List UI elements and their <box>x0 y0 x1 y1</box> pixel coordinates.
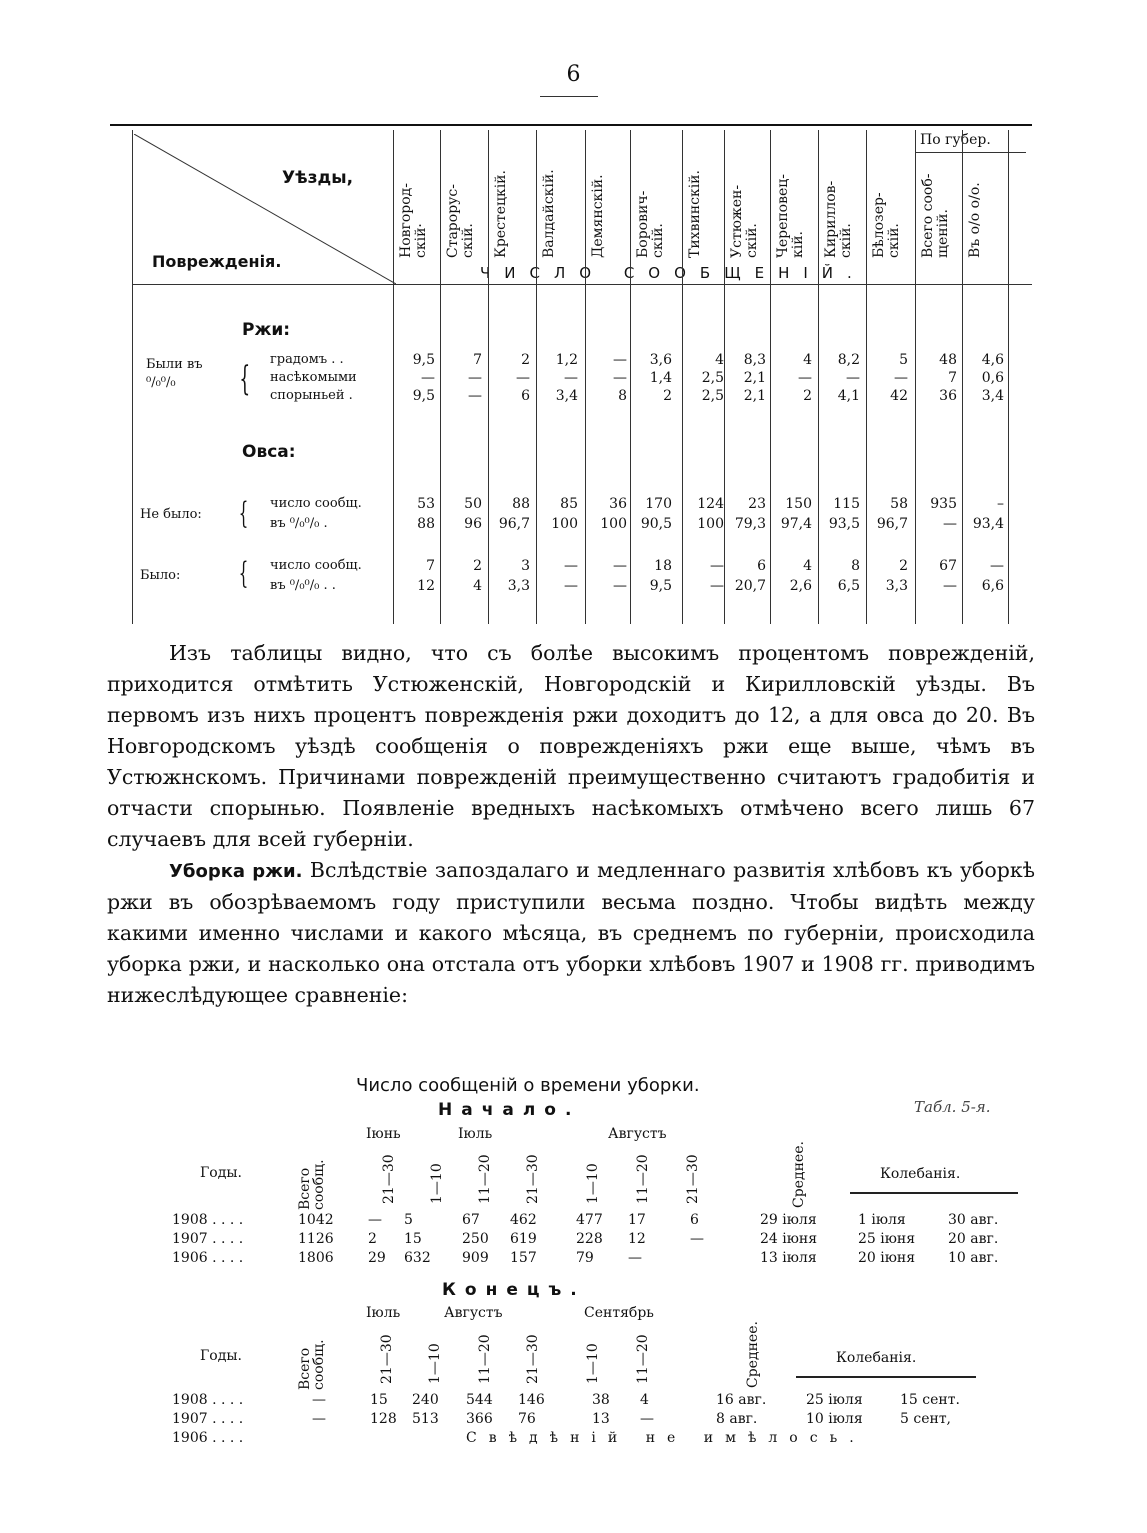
table-cell: 8 <box>851 558 860 574</box>
table-cell: 1,2 <box>555 352 578 368</box>
month-label: Августъ <box>444 1305 503 1321</box>
column-header: Крестецкій. <box>493 170 509 258</box>
column-divider <box>682 130 683 624</box>
value-cell: 366 <box>466 1411 493 1427</box>
period-label: 21—30 <box>525 1154 541 1204</box>
column-divider <box>488 130 489 624</box>
table-cell: 90,5 <box>640 516 672 532</box>
table-cell: — <box>613 352 627 368</box>
value-cell: 6 <box>690 1212 699 1228</box>
value-cell: 619 <box>510 1231 537 1247</box>
table-cell: 9,5 <box>412 388 435 404</box>
row-label: насѣкомыми <box>270 370 357 385</box>
average-cell: 24 іюня <box>760 1231 818 1247</box>
corner-top-label: Уѣзды, <box>282 168 354 188</box>
table-cell: 4,6 <box>981 352 1004 368</box>
period-label: 11—20 <box>635 1334 651 1384</box>
period-label: 1—10 <box>429 1163 445 1204</box>
value-cell: — <box>690 1231 704 1247</box>
column-divider <box>585 130 586 624</box>
table-cell: — <box>421 370 435 386</box>
table-ref: Табл. 5-я. <box>914 1098 991 1116</box>
row-label: градомъ . . <box>270 352 344 367</box>
damage-table <box>110 124 1032 624</box>
table-cell: 88 <box>417 516 435 532</box>
column-header: Борович- скій. <box>635 190 666 258</box>
no-data-note: Свѣдѣній не имѣлось. <box>466 1430 866 1446</box>
total-cell: 1126 <box>298 1231 334 1247</box>
table-cell: 3,4 <box>555 388 578 404</box>
value-cell: 5 <box>404 1212 413 1228</box>
column-divider <box>724 130 725 624</box>
table-cell: 2 <box>663 388 672 404</box>
value-cell: 17 <box>628 1212 646 1228</box>
column-divider <box>818 130 819 624</box>
table-cell: 3,3 <box>885 578 908 594</box>
table-cell: 23 <box>748 496 766 512</box>
column-header: Кириллов- скій. <box>823 180 854 258</box>
table-cell: 100 <box>600 516 627 532</box>
period-label: 21—30 <box>685 1154 701 1204</box>
table-cell: 6 <box>757 558 766 574</box>
start-heading: Начало. <box>438 1100 581 1120</box>
table-cell: 1,4 <box>649 370 672 386</box>
column-divider <box>393 130 394 624</box>
table-cell: 96,7 <box>498 516 530 532</box>
row-label: въ ⁰/₀⁰/₀ . . <box>270 578 336 593</box>
rye-brace: { <box>239 359 251 399</box>
table-cell: 124 <box>697 496 724 512</box>
table-cell: 5 <box>899 352 908 368</box>
column-divider <box>1008 130 1009 624</box>
table-cell: 96 <box>464 516 482 532</box>
column-header: Бѣлозер- скій. <box>871 192 902 258</box>
page-number-rule <box>540 96 598 97</box>
range-to-cell: 15 сент. <box>900 1392 960 1408</box>
value-cell: 228 <box>576 1231 603 1247</box>
paragraph-2-text: Вслѣдствіе запоздалаго и медленнаго развитія хлѣбовъ къ уборкѣ ржи въ обозрѣваемомъ году приступили весьма поздно. Чтобы видѣть между какими именно числами и какого мѣсяца, въ среднемъ по губерніи, происходила уборка ржи, и насколько она отстала отъ уборки хлѣбовъ 1907 и 1908 гг. приводимъ нижеслѣдующее сравненіе: <box>107 858 1035 1007</box>
table-cell: 0,6 <box>981 370 1004 386</box>
table-cell: 150 <box>785 496 812 512</box>
table-cell: 48 <box>939 352 957 368</box>
month-label: Сентябрь <box>584 1305 654 1321</box>
value-cell: 4 <box>640 1392 649 1408</box>
month-label: Іюль <box>366 1305 401 1321</box>
table-cell: 2 <box>473 558 482 574</box>
average-cell: 13 іюля <box>760 1250 817 1266</box>
table-cell: 67 <box>939 558 957 574</box>
column-divider <box>866 130 867 624</box>
table-cell: — <box>468 370 482 386</box>
row-label: число сообщ. <box>270 558 362 573</box>
value-cell: 79 <box>576 1250 594 1266</box>
value-cell: 12 <box>628 1231 646 1247</box>
period-label: 11—20 <box>477 1154 493 1204</box>
period-label: 21—30 <box>525 1334 541 1384</box>
table-cell: 36 <box>609 496 627 512</box>
period-label: 21—30 <box>381 1154 397 1204</box>
table-cell: – <box>997 496 1004 512</box>
table-cell: 3,3 <box>507 578 530 594</box>
average-cell: 29 іюля <box>760 1212 817 1228</box>
range-from-cell: 10 іюля <box>806 1411 863 1427</box>
range-to-cell: 5 сент, <box>900 1411 952 1427</box>
value-cell: 250 <box>462 1231 489 1247</box>
average-label: Среднее. <box>791 1141 807 1208</box>
section-oats: Овса: <box>242 442 296 462</box>
table-cell: — <box>710 578 724 594</box>
value-cell: — <box>368 1212 382 1228</box>
range-label: Колебанія. <box>880 1166 961 1182</box>
table-cell: 2 <box>521 352 530 368</box>
end-heading: Конецъ. <box>442 1280 586 1300</box>
month-label: Августъ <box>608 1126 667 1142</box>
table-cell: 58 <box>890 496 908 512</box>
column-divider <box>630 130 631 624</box>
column-header: Старорус- скій. <box>445 184 476 258</box>
table-cell: 2 <box>899 558 908 574</box>
band-label: ЧИСЛО СООБЩЕНІЙ. <box>480 264 866 282</box>
table-cell: 96,7 <box>876 516 908 532</box>
range-to-cell: 20 авг. <box>948 1231 999 1247</box>
no-group-label: Не было: <box>140 507 202 522</box>
table-cell: — <box>613 578 627 594</box>
table-cell: 7 <box>948 370 957 386</box>
total-cell: — <box>312 1411 326 1427</box>
section-rye: Ржи: <box>242 320 291 340</box>
yes-group-label: Было: <box>140 568 181 583</box>
table-cell: — <box>710 558 724 574</box>
average-cell: 16 авг. <box>716 1392 767 1408</box>
table-cell: 93,5 <box>828 516 860 532</box>
table-cell: 935 <box>930 496 957 512</box>
group-header-rule <box>916 152 1026 153</box>
table-cell: — <box>613 558 627 574</box>
table-cell: 115 <box>833 496 860 512</box>
column-header: Всего сооб- щеній. <box>920 173 951 258</box>
table-cell: — <box>564 578 578 594</box>
table-cell: — <box>846 370 860 386</box>
table-cell: 100 <box>697 516 724 532</box>
year-cell: 1907 . . . . <box>172 1231 244 1247</box>
value-cell: — <box>640 1411 654 1427</box>
period-label: 11—20 <box>477 1334 493 1384</box>
table-cell: 8,3 <box>743 352 766 368</box>
row-label: въ ⁰/₀⁰/₀ . <box>270 516 328 531</box>
table-cell: 88 <box>512 496 530 512</box>
paragraph-1: Изъ таблицы видно, что съ болѣе высокимъ процентомъ поврежденій, приходится отмѣтить Устюженскій, Новгородскій и Кирилловскій уѣзды. Въ первомъ изъ нихъ процентъ поврежденія ржи доходитъ до 12, а для овса до 20. Въ Новгородскомъ уѣздѣ сообщенія о поврежденіяхъ ржи еще выше, чѣмъ въ Устюжнскомъ. Причинами поврежденій преимущественно считаютъ градобитія и отчасти спорынью. Появленіе вредныхъ насѣкомыхъ отмѣчено всего лишь 67 случаевъ для всей губерніи. <box>107 641 1035 851</box>
yes-brace: { <box>238 556 249 591</box>
table-cell: — <box>516 370 530 386</box>
year-cell: 1906 . . . . <box>172 1430 244 1446</box>
corner-bottom-label: Поврежденія. <box>152 252 282 271</box>
total-label: Всего сообщ. <box>297 1339 327 1390</box>
table-cell: — <box>564 558 578 574</box>
table-cell: 2,1 <box>743 370 766 386</box>
period-label: 1—10 <box>585 1163 601 1204</box>
value-cell: 513 <box>412 1411 439 1427</box>
table-cell: 6 <box>521 388 530 404</box>
table-cell: 2,5 <box>701 388 724 404</box>
rye-group-label: Были въ ⁰/₀⁰/₀ <box>146 357 203 390</box>
table-cell: — <box>564 370 578 386</box>
value-cell: 240 <box>412 1392 439 1408</box>
value-cell: 2 <box>368 1231 377 1247</box>
table-cell: — <box>990 558 1004 574</box>
table-cell: 79,3 <box>734 516 766 532</box>
column-header: Новгород- скій· <box>398 182 429 258</box>
value-cell: — <box>628 1250 642 1266</box>
table-cell: — <box>798 370 812 386</box>
value-cell: 67 <box>462 1212 480 1228</box>
table-cell: 6,6 <box>981 578 1004 594</box>
column-divider <box>915 130 916 624</box>
range-rule <box>796 1376 976 1378</box>
value-cell: 15 <box>370 1392 388 1408</box>
paragraph-2 <box>107 855 1035 1011</box>
period-label: 1—10 <box>585 1343 601 1384</box>
table-cell: 7 <box>473 352 482 368</box>
column-header: Валдайскій. <box>541 169 557 258</box>
value-cell: 13 <box>592 1411 610 1427</box>
table-cell: 3,6 <box>649 352 672 368</box>
average-cell: 8 авг. <box>716 1411 758 1427</box>
value-cell: 462 <box>510 1212 537 1228</box>
table-cell: 97,4 <box>780 516 812 532</box>
value-cell: 15 <box>404 1231 422 1247</box>
range-from-cell: 25 іюня <box>858 1231 916 1247</box>
table-cell: 12 <box>417 578 435 594</box>
table-cell: — <box>943 516 957 532</box>
row-label: спорыньей . <box>270 388 353 403</box>
column-divider <box>536 130 537 624</box>
table-cell: 53 <box>417 496 435 512</box>
month-label: Іюнь <box>366 1126 401 1142</box>
body-text <box>107 638 1035 1011</box>
table-cell: 2 <box>803 388 812 404</box>
column-divider <box>770 130 771 624</box>
table-cell: 4 <box>803 352 812 368</box>
column-divider <box>440 130 441 624</box>
total-label: Всего сообщ. <box>297 1159 327 1210</box>
table-cell: 170 <box>645 496 672 512</box>
table-cell: 100 <box>551 516 578 532</box>
period-label: 1—10 <box>427 1343 443 1384</box>
table-cell: — <box>894 370 908 386</box>
value-cell: 29 <box>368 1250 386 1266</box>
table-cell: 42 <box>890 388 908 404</box>
row-label: число сообщ. <box>270 496 362 511</box>
table-cell: 20,7 <box>734 578 766 594</box>
harvest-title: Число сообщеній о времени уборки. <box>356 1075 700 1096</box>
value-cell: 128 <box>370 1411 397 1427</box>
table-cell: 18 <box>654 558 672 574</box>
range-rule <box>850 1192 1018 1194</box>
average-label: Среднее. <box>745 1321 761 1388</box>
column-header: Демянскій. <box>590 174 606 258</box>
value-cell: 544 <box>466 1392 493 1408</box>
column-divider <box>962 130 963 624</box>
period-label: 21—30 <box>379 1334 395 1384</box>
value-cell: 146 <box>518 1392 545 1408</box>
value-cell: 632 <box>404 1250 431 1266</box>
table-cell: 2,1 <box>743 388 766 404</box>
table-cell: 36 <box>939 388 957 404</box>
year-cell: 1906 . . . . <box>172 1250 244 1266</box>
group-header: По губер. <box>920 132 991 148</box>
total-cell: — <box>312 1392 326 1408</box>
table-cell: 6,5 <box>837 578 860 594</box>
table-cell: 8 <box>618 388 627 404</box>
value-cell: 157 <box>510 1250 537 1266</box>
value-cell: 76 <box>518 1411 536 1427</box>
value-cell: 38 <box>592 1392 610 1408</box>
month-label: Іюль <box>458 1126 493 1142</box>
years-label: Годы. <box>200 1348 242 1364</box>
column-header: Устюжен- скій. <box>729 184 760 258</box>
table-cell: — <box>613 370 627 386</box>
table-cell: 9,5 <box>649 578 672 594</box>
table-top-rule <box>110 124 1032 126</box>
table-cell: 93,4 <box>972 516 1004 532</box>
range-from-cell: 1 іюля <box>858 1212 906 1228</box>
year-cell: 1907 . . . . <box>172 1411 244 1427</box>
range-from-cell: 20 іюня <box>858 1250 916 1266</box>
table-cell: 4 <box>803 558 812 574</box>
column-header: Череповец- кій. <box>775 173 806 258</box>
column-header: Въ о/о о/о. <box>967 182 983 258</box>
table-cell: 4,1 <box>837 388 860 404</box>
table-cell: 9,5 <box>412 352 435 368</box>
total-cell: 1042 <box>298 1212 334 1228</box>
table-cell: — <box>468 388 482 404</box>
table-cell: — <box>943 578 957 594</box>
range-to-cell: 10 авг. <box>948 1250 999 1266</box>
value-cell: 909 <box>462 1250 489 1266</box>
table-cell: 3,4 <box>981 388 1004 404</box>
range-label: Колебанія. <box>836 1350 917 1366</box>
table-cell: 2,5 <box>701 370 724 386</box>
table-cell: 4 <box>715 352 724 368</box>
table-cell: 85 <box>560 496 578 512</box>
table-cell: 7 <box>426 558 435 574</box>
column-header: Тихвинскій. <box>687 170 703 258</box>
table-cell: 50 <box>464 496 482 512</box>
page-number: 6 <box>566 62 581 87</box>
year-cell: 1908 . . . . <box>172 1212 244 1228</box>
table-cell: 4 <box>473 578 482 594</box>
range-from-cell: 25 іюля <box>806 1392 863 1408</box>
year-cell: 1908 . . . . <box>172 1392 244 1408</box>
years-label: Годы. <box>200 1165 242 1181</box>
total-cell: 1806 <box>298 1250 334 1266</box>
column-divider <box>132 130 133 624</box>
no-brace: { <box>238 496 249 531</box>
table-cell: 8,2 <box>837 352 860 368</box>
table-cell: 2,6 <box>789 578 812 594</box>
header-bottom-rule <box>132 284 1032 285</box>
period-label: 11—20 <box>635 1154 651 1204</box>
paragraph-2-lead: Уборка ржи. <box>169 861 303 882</box>
value-cell: 477 <box>576 1212 603 1228</box>
table-cell: 3 <box>521 558 530 574</box>
range-to-cell: 30 авг. <box>948 1212 999 1228</box>
